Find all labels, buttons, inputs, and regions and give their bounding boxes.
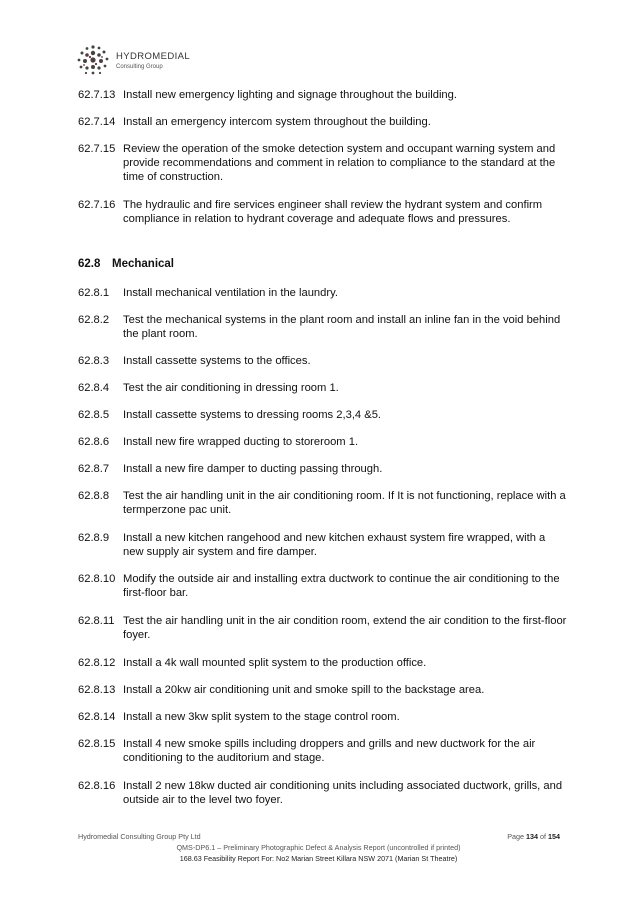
- item-text: Install a 20kw air conditioning unit and smoke spill to the backstage area.: [123, 684, 485, 696]
- item-text: Install cassette systems to the offices.: [123, 355, 311, 367]
- footer-project: 168.63 Feasibility Report For: No2 Marian Street Killara NSW 2071 (Marian St Theatre): [179, 854, 458, 863]
- item-number: 62.7.15: [78, 143, 116, 155]
- item-number: 62.8.2: [78, 314, 110, 326]
- list-item: [78, 572, 568, 600]
- footer-company: Hydromedial Consulting Group Pty Ltd: [78, 832, 201, 841]
- item-number: 62.8.11: [78, 615, 115, 627]
- item-text: Install a new 3kw split system to the stage control room.: [123, 711, 400, 723]
- item-number: 62.8.6: [78, 436, 110, 448]
- list-item: [78, 286, 568, 300]
- footer-report-title: QMS-DP6.1 – Preliminary Photographic Defect & Analysis Report (uncontrolled if printed): [176, 843, 461, 852]
- item-text: Modify the outside air and installing extra ductwork to continue the air conditioning to the first-floor bar.: [123, 573, 560, 599]
- item-text: Install a new fire damper to ducting passing through.: [123, 463, 383, 475]
- list-item: [78, 531, 568, 559]
- list-item: [78, 354, 568, 368]
- item-number: 62.8.10: [78, 573, 116, 585]
- item-number: 62.8.1: [78, 287, 110, 299]
- item-text: Install mechanical ventilation in the laundry.: [123, 287, 338, 299]
- section-heading: [78, 258, 174, 270]
- item-number: 62.7.13: [78, 89, 116, 101]
- dots-logo-icon: [74, 44, 112, 78]
- list-item: [78, 435, 568, 449]
- list-item: [78, 710, 568, 724]
- item-text: Review the operation of the smoke detection system and occupant warning system and provide recommendations and comment in relation to compliance to the standard at the time of construction.: [123, 143, 556, 183]
- list-item: [78, 142, 568, 184]
- item-number: 62.8.4: [78, 382, 110, 394]
- item-text: Install an emergency intercom system throughout the building.: [123, 116, 431, 128]
- item-text: Install a 4k wall mounted split system to the production office.: [123, 657, 427, 669]
- list-item: [78, 88, 568, 102]
- item-number: 62.8.5: [78, 409, 110, 421]
- list-item: [78, 313, 568, 341]
- logo-subtitle: Consulting Group: [116, 63, 163, 70]
- list-item: [78, 381, 568, 395]
- item-number: 62.8.8: [78, 490, 110, 502]
- page-label: Page: [507, 832, 524, 841]
- item-number: 62.8.12: [78, 657, 116, 669]
- item-text: Test the mechanical systems in the plant room and install an inline fan in the void behind the plant room.: [123, 314, 561, 340]
- page-of: of: [540, 832, 546, 841]
- item-text: Install new fire wrapped ducting to storeroom 1.: [123, 436, 359, 448]
- company-logo: [74, 44, 190, 78]
- list-item: [78, 115, 568, 129]
- item-text: Test the air handling unit in the air condition room, extend the air condition to the first-floor foyer.: [123, 615, 567, 641]
- item-number: 62.7.14: [78, 116, 116, 128]
- item-text: Test the air handling unit in the air conditioning room. If It is not functioning, replace with a termperzone pac unit.: [123, 490, 566, 516]
- list-item: [78, 737, 568, 765]
- item-number: 62.8.15: [78, 738, 116, 750]
- item-text: The hydraulic and fire services engineer shall review the hydrant system and confirm compliance in relation to hydrant coverage and adequate flows and pressures.: [123, 199, 543, 225]
- item-number: 62.8.3: [78, 355, 110, 367]
- list-item: [78, 462, 568, 476]
- section-number: 62.8: [78, 258, 101, 270]
- page-current: 134: [526, 832, 538, 841]
- section-title: Mechanical: [112, 258, 174, 270]
- item-text: Install new emergency lighting and signage throughout the building.: [123, 89, 457, 101]
- item-number: 62.8.16: [78, 780, 116, 792]
- item-number: 62.8.14: [78, 711, 116, 723]
- list-item: [78, 408, 568, 422]
- item-text: Install cassette systems to dressing rooms 2,3,4 &5.: [123, 409, 382, 421]
- list-item: [78, 779, 568, 807]
- list-item: [78, 683, 568, 697]
- item-number: 62.8.9: [78, 532, 110, 544]
- item-text: Install 4 new smoke spills including droppers and grills and new ductwork for the air conditioning to the auditorium and stage.: [123, 738, 536, 764]
- item-text: Test the air conditioning in dressing room 1.: [123, 382, 339, 394]
- logo-name: HYDROMEDIAL: [116, 51, 191, 63]
- list-item: [78, 489, 568, 517]
- item-number: 62.8.13: [78, 684, 116, 696]
- page-number: [507, 832, 560, 841]
- item-number: 62.7.16: [78, 199, 116, 211]
- item-text: Install 2 new 18kw ducted air conditioning units including associated ductwork, grills, and outside air to the level two foyer.: [123, 780, 563, 806]
- list-item: [78, 614, 568, 642]
- item-number: 62.8.7: [78, 463, 110, 475]
- list-item: [78, 656, 568, 670]
- page-total: 154: [548, 832, 560, 841]
- list-item: [78, 198, 568, 226]
- item-text: Install a new kitchen rangehood and new kitchen exhaust system fire wrapped, with a new supply air system and fire damper.: [123, 532, 546, 558]
